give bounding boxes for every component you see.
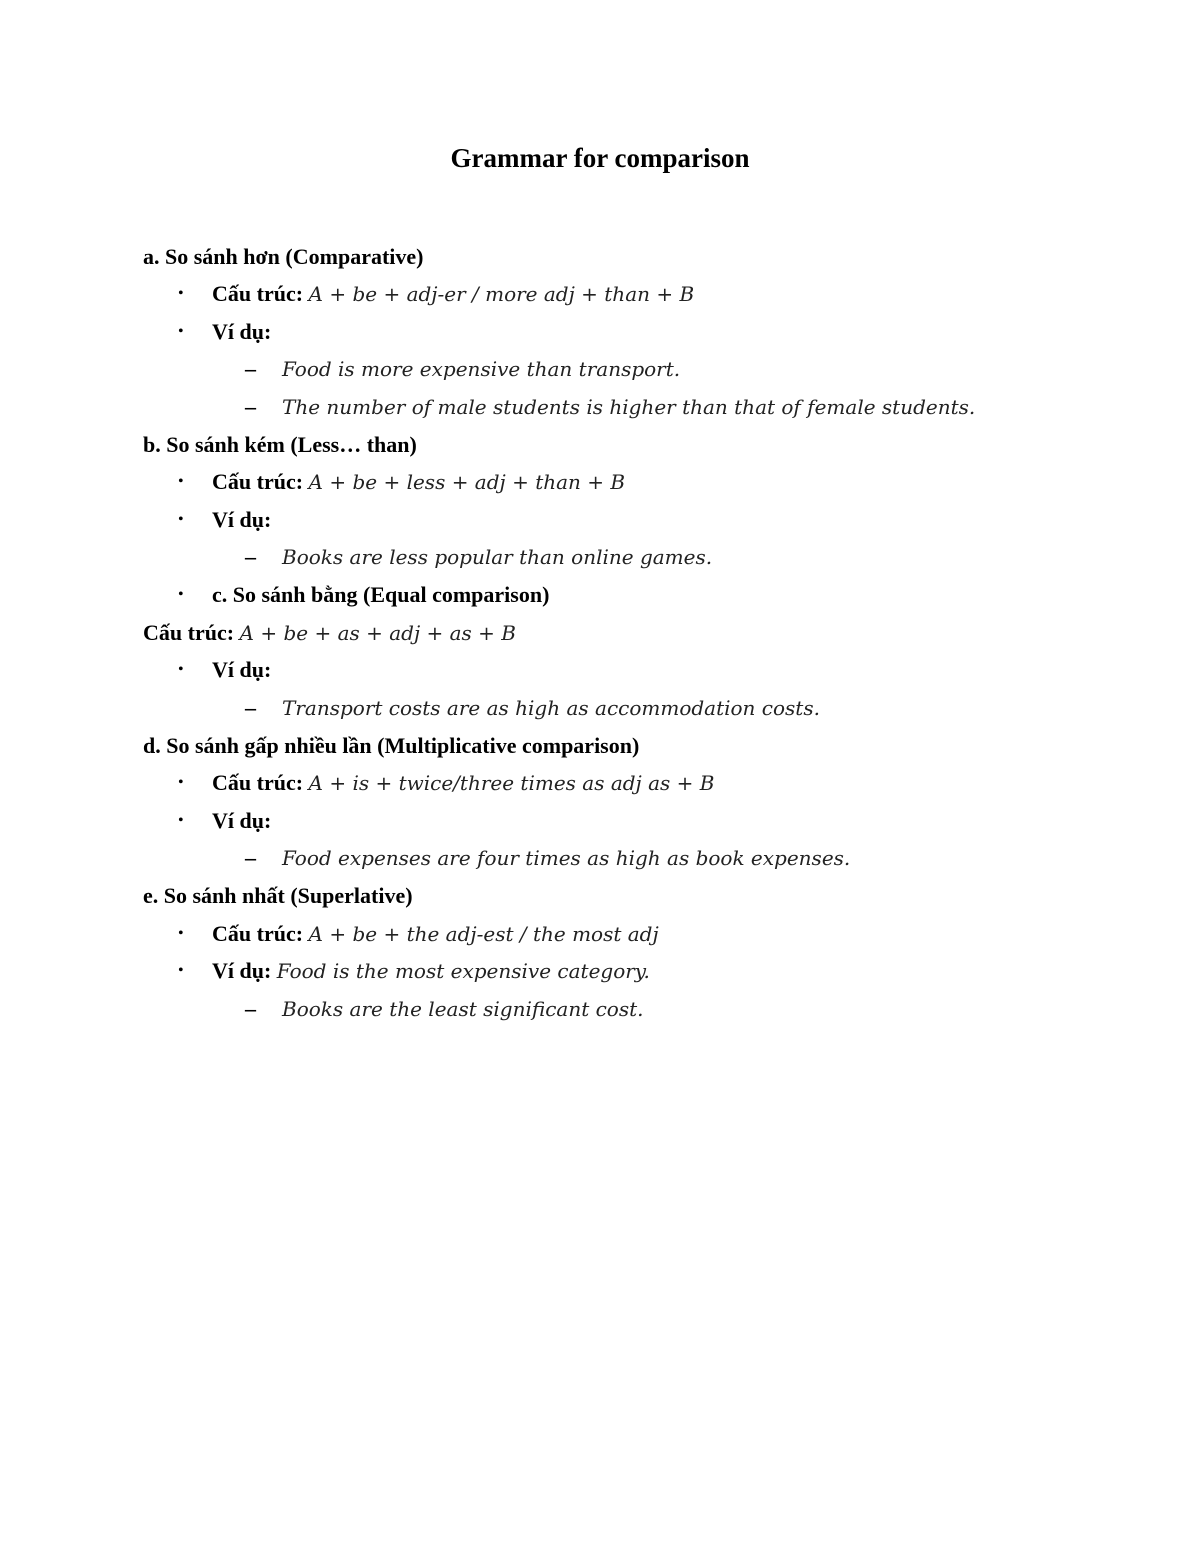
- section-b-example-label: Ví dụ:: [212, 507, 272, 532]
- bullet-icon: •: [178, 962, 184, 979]
- section-b-example-1: Books are less popular than online games.: [282, 545, 713, 569]
- bullet-icon: •: [178, 661, 184, 678]
- bullet-icon: •: [178, 473, 184, 490]
- structure-label: Cấu trúc:: [143, 620, 235, 645]
- section-e-example-line: [212, 956, 650, 986]
- structure-label: Cấu trúc:: [212, 921, 304, 946]
- section-d-structure: [212, 768, 714, 798]
- structure-formula: A + is + twice/three times as adj as + B: [308, 771, 715, 795]
- section-c-example-1: Transport costs are as high as accommodation costs.: [282, 696, 820, 720]
- section-c-example-label: Ví dụ:: [212, 657, 272, 682]
- section-e-heading: e. So sánh nhất (Superlative): [143, 883, 413, 908]
- section-e-example-inline: Food is the most expensive category.: [276, 959, 650, 983]
- bullet-icon: •: [178, 285, 184, 302]
- document-title: Grammar for comparison: [450, 143, 750, 173]
- structure-formula: A + be + the adj-est / the most adj: [308, 922, 659, 946]
- section-d-example-label: Ví dụ:: [212, 808, 272, 833]
- bullet-icon: •: [178, 511, 184, 528]
- structure-formula: A + be + less + adj + than + B: [308, 470, 626, 494]
- structure-label: Cấu trúc:: [212, 281, 304, 306]
- section-a-example-2: The number of male students is higher than that of female students.: [282, 395, 976, 419]
- dash-icon: –: [245, 394, 256, 419]
- bullet-icon: •: [178, 925, 184, 942]
- section-c-heading: c. So sánh bằng (Equal comparison): [212, 582, 550, 607]
- section-a-example-label: Ví dụ:: [212, 319, 272, 344]
- structure-label: Cấu trúc:: [212, 469, 304, 494]
- bullet-icon: •: [178, 323, 184, 340]
- dash-icon: –: [245, 845, 256, 870]
- section-c-structure: [143, 618, 516, 648]
- section-e-example-1: Books are the least significant cost.: [282, 997, 644, 1021]
- section-a-example-1: Food is more expensive than transport.: [282, 357, 681, 381]
- structure-formula: A + be + as + adj + as + B: [239, 621, 516, 645]
- section-e-structure: [212, 919, 659, 949]
- bullet-icon: •: [178, 586, 184, 603]
- section-d-heading: d. So sánh gấp nhiều lần (Multiplicative comparison): [143, 733, 640, 758]
- dash-icon: –: [245, 544, 256, 569]
- dash-icon: –: [245, 996, 256, 1021]
- dash-icon: –: [245, 356, 256, 381]
- section-b-structure: [212, 467, 625, 497]
- bullet-icon: •: [178, 812, 184, 829]
- section-b-heading: b. So sánh kém (Less… than): [143, 432, 417, 457]
- structure-formula: A + be + adj-er / more adj + than + B: [308, 282, 695, 306]
- dash-icon: –: [245, 695, 256, 720]
- structure-label: Cấu trúc:: [212, 770, 304, 795]
- section-d-example-1: Food expenses are four times as high as book expenses.: [282, 846, 851, 870]
- bullet-icon: •: [178, 774, 184, 791]
- section-a-heading: a. So sánh hơn (Comparative): [143, 244, 424, 269]
- section-a-structure: [212, 279, 694, 309]
- example-label: Ví dụ:: [212, 958, 272, 983]
